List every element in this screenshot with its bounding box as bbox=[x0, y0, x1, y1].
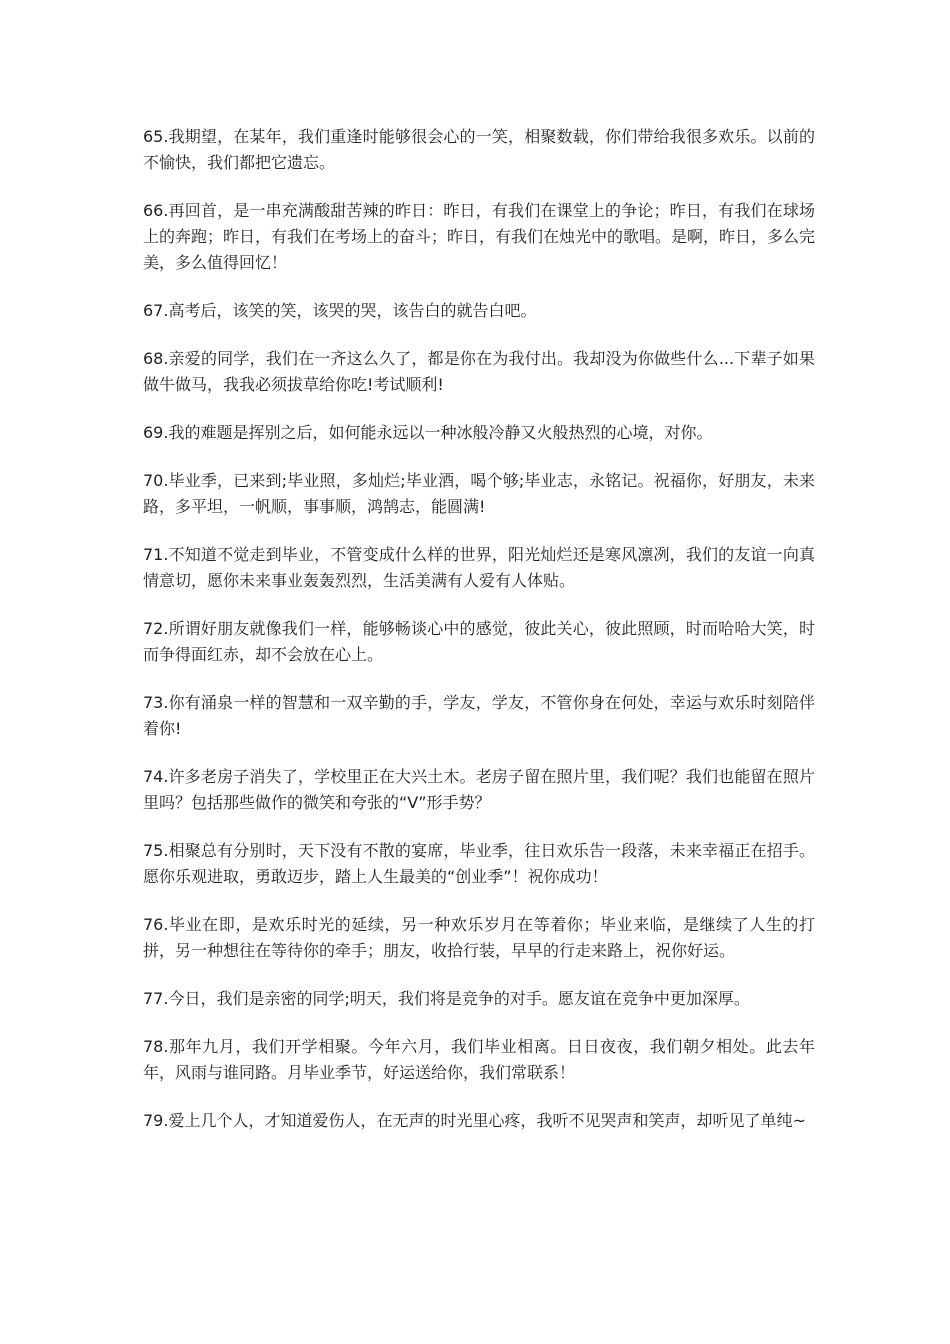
paragraph-67: 67.高考后，该笑的笑，该哭的哭，该告白的就告白吧。 bbox=[143, 301, 537, 320]
paragraph-69: 69.我的难题是挥别之后，如何能永远以一种冰般冷静又火般热烈的心境，对你。 bbox=[143, 423, 713, 442]
paragraph-76: 76.毕业在即，是欢乐时光的延续，另一种欢乐岁月在等着你；毕业来临，是继续了人生的打拼，另一种想往在等待你的牵手；朋友，收拾行装，早早的行走来路上，祝你好运。 bbox=[143, 915, 815, 960]
paragraph-68: 68.亲爱的同学，我们在一齐这么久了，都是你在为我付出。我却没为你做些什么...下辈子如果做牛做马，我我必须拔草给你吃!考试顺利! bbox=[143, 349, 815, 394]
paragraph-66: 66.再回首，是一串充满酸甜苦辣的昨日：昨日，有我们在课堂上的争论；昨日，有我们在球场上的奔跑；昨日，有我们在考场上的奋斗；昨日，有我们在烛光中的歌唱。是啊，昨日，多么完美，多么值得回忆！ bbox=[143, 201, 816, 272]
paragraph-72: 72.所谓好朋友就像我们一样，能够畅谈心中的感觉，彼此关心，彼此照顾，时而哈哈大笑，时而争得面红赤，却不会放在心上。 bbox=[143, 619, 815, 664]
paragraph-79: 79.爱上几个人，才知道爱伤人，在无声的时光里心疼，我听不见哭声和笑声，却听见了单纯~ bbox=[143, 1111, 806, 1130]
paragraph-74: 74.许多老房子消失了，学校里正在大兴土木。老房子留在照片里，我们呢？我们也能留在照片里吗？包括那些做作的微笑和夸张的“V”形手势？ bbox=[143, 767, 815, 812]
paragraph-70: 70.毕业季，已来到;毕业照，多灿烂;毕业酒，喝个够;毕业志，永铭记。祝福你，好朋友，未来路，多平坦，一帆顺，事事顺，鸿鹄志，能圆满! bbox=[143, 471, 815, 516]
paragraph-77: 77.今日，我们是亲密的同学;明天，我们将是竞争的对手。愿友谊在竞争中更加深厚。 bbox=[143, 989, 750, 1008]
paragraph-75: 75.相聚总有分别时，天下没有不散的宴席，毕业季，往日欢乐告一段落，未来幸福正在招手。愿你乐观进取，勇敢迈步，踏上人生最美的“创业季”！祝你成功！ bbox=[143, 841, 815, 886]
document-page bbox=[143, 124, 815, 1156]
paragraph-65: 65.我期望，在某年，我们重逢时能够很会心的一笑，相聚数载，你们带给我很多欢乐。以前的不愉快，我们都把它遗忘。 bbox=[143, 127, 815, 172]
paragraph-71: 71.不知道不觉走到毕业，不管变成什么样的世界，阳光灿烂还是寒风凛冽，我们的友谊一向真情意切，愿你未来事业轰轰烈烈，生活美满有人爱有人体贴。 bbox=[143, 545, 815, 590]
paragraph-78: 78.那年九月，我们开学相聚。今年六月，我们毕业相离。日日夜夜，我们朝夕相处。此去年年，风雨与谁同路。月毕业季节，好运送给你，我们常联系！ bbox=[143, 1037, 815, 1082]
paragraph-73: 73.你有涌泉一样的智慧和一双辛勤的手，学友，学友，不管你身在何处，幸运与欢乐时刻陪伴着你! bbox=[143, 693, 815, 738]
